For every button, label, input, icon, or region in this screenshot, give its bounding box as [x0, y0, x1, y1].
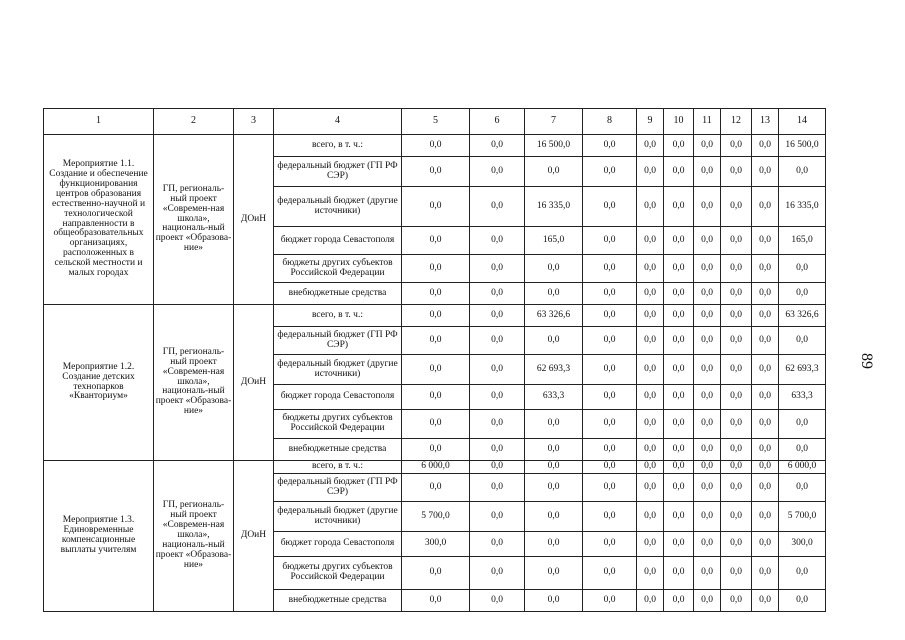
value-cell-col-9: 0,0 [637, 461, 664, 474]
funding-source-cell: внебюджетные средства [274, 283, 402, 305]
value-cell-col-11: 0,0 [694, 590, 721, 612]
responsible-cell: ДОиН [234, 305, 274, 461]
value-cell-col-7: 633,3 [525, 385, 583, 410]
value-cell-col-8: 0,0 [583, 227, 637, 255]
value-cell-col-12: 0,0 [721, 474, 752, 502]
value-cell-col-12: 0,0 [721, 532, 752, 557]
value-cell-col-11: 0,0 [694, 461, 721, 474]
value-cell-col-8: 0,0 [583, 439, 637, 461]
value-cell-col-11: 0,0 [694, 410, 721, 439]
value-cell-col-14: 0,0 [779, 439, 826, 461]
value-cell-col-13: 0,0 [752, 502, 779, 532]
value-cell-col-11: 0,0 [694, 283, 721, 305]
value-cell-col-11: 0,0 [694, 227, 721, 255]
column-header-4: 4 [274, 109, 402, 135]
value-cell-col-12: 0,0 [721, 590, 752, 612]
value-cell-col-14: 16 335,0 [779, 187, 826, 227]
value-cell-col-12: 0,0 [721, 135, 752, 157]
value-cell-col-10: 0,0 [664, 135, 694, 157]
value-cell-col-10: 0,0 [664, 327, 694, 355]
value-cell-col-14: 0,0 [779, 255, 826, 283]
value-cell-col-9: 0,0 [637, 557, 664, 590]
funding-source-cell: федеральный бюджет (ГП РФ СЭР) [274, 474, 402, 502]
page-number: 89 [858, 353, 875, 369]
value-cell-col-11: 0,0 [694, 385, 721, 410]
value-cell-col-7: 165,0 [525, 227, 583, 255]
value-cell-col-13: 0,0 [752, 557, 779, 590]
value-cell-col-9: 0,0 [637, 502, 664, 532]
value-cell-col-12: 0,0 [721, 385, 752, 410]
value-cell-col-8: 0,0 [583, 283, 637, 305]
value-cell-col-6: 0,0 [470, 327, 525, 355]
funding-source-cell: бюджет города Севастополя [274, 532, 402, 557]
value-cell-col-14: 0,0 [779, 283, 826, 305]
value-cell-col-6: 0,0 [470, 474, 525, 502]
value-cell-col-6: 0,0 [470, 502, 525, 532]
value-cell-col-8: 0,0 [583, 502, 637, 532]
funding-source-cell: бюджет города Севастополя [274, 227, 402, 255]
column-header-8: 8 [583, 109, 637, 135]
value-cell-col-7: 0,0 [525, 474, 583, 502]
value-cell-col-12: 0,0 [721, 461, 752, 474]
value-cell-col-5: 0,0 [402, 187, 470, 227]
funding-source-cell: бюджеты других субъектов Российской Федерации [274, 557, 402, 590]
value-cell-col-12: 0,0 [721, 283, 752, 305]
value-cell-col-7: 0,0 [525, 502, 583, 532]
value-cell-col-12: 0,0 [721, 305, 752, 327]
header-row [44, 109, 826, 135]
value-cell-col-7: 0,0 [525, 439, 583, 461]
value-cell-col-14: 0,0 [779, 474, 826, 502]
value-cell-col-12: 0,0 [721, 502, 752, 532]
column-header-7: 7 [525, 109, 583, 135]
value-cell-col-13: 0,0 [752, 439, 779, 461]
value-cell-col-7: 63 326,6 [525, 305, 583, 327]
value-cell-col-12: 0,0 [721, 227, 752, 255]
value-cell-col-14: 300,0 [779, 532, 826, 557]
value-cell-col-14: 0,0 [779, 557, 826, 590]
value-cell-col-7: 0,0 [525, 461, 583, 474]
table-row [44, 305, 826, 327]
value-cell-col-6: 0,0 [470, 283, 525, 305]
value-cell-col-5: 0,0 [402, 385, 470, 410]
value-cell-col-13: 0,0 [752, 355, 779, 385]
value-cell-col-5: 300,0 [402, 532, 470, 557]
value-cell-col-8: 0,0 [583, 305, 637, 327]
value-cell-col-14: 5 700,0 [779, 502, 826, 532]
value-cell-col-14: 62 693,3 [779, 355, 826, 385]
value-cell-col-9: 0,0 [637, 532, 664, 557]
value-cell-col-5: 0,0 [402, 355, 470, 385]
value-cell-col-9: 0,0 [637, 385, 664, 410]
column-header-10: 10 [664, 109, 694, 135]
value-cell-col-8: 0,0 [583, 410, 637, 439]
value-cell-col-6: 0,0 [470, 187, 525, 227]
funding-source-cell: федеральный бюджет (ГП РФ СЭР) [274, 157, 402, 187]
value-cell-col-11: 0,0 [694, 135, 721, 157]
value-cell-col-6: 0,0 [470, 135, 525, 157]
value-cell-col-10: 0,0 [664, 439, 694, 461]
funding-source-cell: федеральный бюджет (другие источники) [274, 187, 402, 227]
column-header-1: 1 [44, 109, 154, 135]
value-cell-col-9: 0,0 [637, 305, 664, 327]
value-cell-col-14: 633,3 [779, 385, 826, 410]
value-cell-col-12: 0,0 [721, 187, 752, 227]
value-cell-col-14: 63 326,6 [779, 305, 826, 327]
value-cell-col-5: 0,0 [402, 255, 470, 283]
activity-cell: Мероприятие 1.1. Создание и обеспечение функционирования центров образования естественно-научной и технологической направленности в общеобразовательных организациях, расположенных в сельской местности и малых городах [44, 135, 154, 305]
column-header-12: 12 [721, 109, 752, 135]
executor-cell: ГП, региональ-ный проект «Современ-ная школа», националь-ный проект «Образова-ние» [154, 135, 234, 305]
value-cell-col-10: 0,0 [664, 157, 694, 187]
value-cell-col-13: 0,0 [752, 590, 779, 612]
responsible-cell: ДОиН [234, 461, 274, 612]
activity-cell: Мероприятие 1.3. Единовременные компенсационные выплаты учителям [44, 461, 154, 612]
value-cell-col-11: 0,0 [694, 439, 721, 461]
value-cell-col-10: 0,0 [664, 355, 694, 385]
value-cell-col-10: 0,0 [664, 305, 694, 327]
value-cell-col-7: 0,0 [525, 557, 583, 590]
value-cell-col-11: 0,0 [694, 532, 721, 557]
value-cell-col-8: 0,0 [583, 385, 637, 410]
value-cell-col-10: 0,0 [664, 410, 694, 439]
value-cell-col-10: 0,0 [664, 227, 694, 255]
table-row [44, 461, 826, 474]
value-cell-col-6: 0,0 [470, 157, 525, 187]
value-cell-col-13: 0,0 [752, 305, 779, 327]
value-cell-col-10: 0,0 [664, 385, 694, 410]
value-cell-col-5: 0,0 [402, 327, 470, 355]
funding-source-cell: федеральный бюджет (ГП РФ СЭР) [274, 327, 402, 355]
value-cell-col-13: 0,0 [752, 410, 779, 439]
column-header-11: 11 [694, 109, 721, 135]
executor-cell: ГП, региональ-ный проект «Современ-ная школа», националь-ный проект «Образова-ние» [154, 461, 234, 612]
value-cell-col-8: 0,0 [583, 187, 637, 227]
value-cell-col-13: 0,0 [752, 461, 779, 474]
responsible-cell: ДОиН [234, 135, 274, 305]
value-cell-col-13: 0,0 [752, 135, 779, 157]
table-row [44, 135, 826, 157]
value-cell-col-11: 0,0 [694, 355, 721, 385]
value-cell-col-10: 0,0 [664, 474, 694, 502]
value-cell-col-6: 0,0 [470, 355, 525, 385]
funding-source-cell: внебюджетные средства [274, 590, 402, 612]
value-cell-col-11: 0,0 [694, 502, 721, 532]
value-cell-col-12: 0,0 [721, 439, 752, 461]
value-cell-col-7: 0,0 [525, 590, 583, 612]
value-cell-col-6: 0,0 [470, 439, 525, 461]
value-cell-col-11: 0,0 [694, 474, 721, 502]
value-cell-col-5: 0,0 [402, 135, 470, 157]
value-cell-col-6: 0,0 [470, 385, 525, 410]
value-cell-col-6: 0,0 [470, 557, 525, 590]
value-cell-col-9: 0,0 [637, 355, 664, 385]
value-cell-col-13: 0,0 [752, 187, 779, 227]
column-header-9: 9 [637, 109, 664, 135]
value-cell-col-7: 0,0 [525, 327, 583, 355]
value-cell-col-8: 0,0 [583, 461, 637, 474]
value-cell-col-10: 0,0 [664, 255, 694, 283]
value-cell-col-10: 0,0 [664, 590, 694, 612]
value-cell-col-7: 62 693,3 [525, 355, 583, 385]
value-cell-col-8: 0,0 [583, 135, 637, 157]
value-cell-col-5: 0,0 [402, 283, 470, 305]
value-cell-col-9: 0,0 [637, 157, 664, 187]
funding-source-cell: федеральный бюджет (другие источники) [274, 355, 402, 385]
value-cell-col-13: 0,0 [752, 532, 779, 557]
value-cell-col-5: 0,0 [402, 410, 470, 439]
value-cell-col-6: 0,0 [470, 255, 525, 283]
value-cell-col-10: 0,0 [664, 557, 694, 590]
value-cell-col-7: 0,0 [525, 283, 583, 305]
value-cell-col-5: 0,0 [402, 439, 470, 461]
value-cell-col-12: 0,0 [721, 157, 752, 187]
value-cell-col-9: 0,0 [637, 187, 664, 227]
value-cell-col-9: 0,0 [637, 439, 664, 461]
funding-source-cell: внебюджетные средства [274, 439, 402, 461]
value-cell-col-10: 0,0 [664, 283, 694, 305]
funding-source-cell: бюджеты других субъектов Российской Федерации [274, 410, 402, 439]
value-cell-col-5: 5 700,0 [402, 502, 470, 532]
value-cell-col-6: 0,0 [470, 410, 525, 439]
funding-source-cell: всего, в т. ч.: [274, 305, 402, 327]
value-cell-col-14: 0,0 [779, 410, 826, 439]
value-cell-col-8: 0,0 [583, 532, 637, 557]
value-cell-col-12: 0,0 [721, 557, 752, 590]
column-header-3: 3 [234, 109, 274, 135]
column-header-14: 14 [779, 109, 826, 135]
value-cell-col-8: 0,0 [583, 157, 637, 187]
value-cell-col-14: 0,0 [779, 590, 826, 612]
value-cell-col-14: 0,0 [779, 157, 826, 187]
value-cell-col-7: 0,0 [525, 532, 583, 557]
value-cell-col-9: 0,0 [637, 283, 664, 305]
funding-source-cell: всего, в т. ч.: [274, 135, 402, 157]
value-cell-col-5: 0,0 [402, 557, 470, 590]
value-cell-col-7: 16 335,0 [525, 187, 583, 227]
value-cell-col-6: 0,0 [470, 305, 525, 327]
value-cell-col-7: 0,0 [525, 157, 583, 187]
value-cell-col-5: 6 000,0 [402, 461, 470, 474]
funding-source-cell: бюджеты других субъектов Российской Федерации [274, 255, 402, 283]
executor-cell: ГП, региональ-ный проект «Современ-ная школа», националь-ный проект «Образова-ние» [154, 305, 234, 461]
budget-table [43, 108, 826, 612]
value-cell-col-13: 0,0 [752, 227, 779, 255]
value-cell-col-10: 0,0 [664, 502, 694, 532]
value-cell-col-8: 0,0 [583, 355, 637, 385]
value-cell-col-7: 16 500,0 [525, 135, 583, 157]
column-header-2: 2 [154, 109, 234, 135]
value-cell-col-7: 0,0 [525, 410, 583, 439]
value-cell-col-5: 0,0 [402, 227, 470, 255]
value-cell-col-5: 0,0 [402, 590, 470, 612]
value-cell-col-14: 165,0 [779, 227, 826, 255]
value-cell-col-13: 0,0 [752, 385, 779, 410]
value-cell-col-12: 0,0 [721, 255, 752, 283]
activity-cell: Мероприятие 1.2. Создание детских технопарков «Кванториум» [44, 305, 154, 461]
value-cell-col-9: 0,0 [637, 327, 664, 355]
value-cell-col-14: 0,0 [779, 327, 826, 355]
value-cell-col-13: 0,0 [752, 255, 779, 283]
value-cell-col-11: 0,0 [694, 557, 721, 590]
value-cell-col-8: 0,0 [583, 474, 637, 502]
value-cell-col-10: 0,0 [664, 461, 694, 474]
value-cell-col-10: 0,0 [664, 532, 694, 557]
value-cell-col-10: 0,0 [664, 187, 694, 227]
value-cell-col-5: 0,0 [402, 474, 470, 502]
value-cell-col-12: 0,0 [721, 327, 752, 355]
value-cell-col-9: 0,0 [637, 474, 664, 502]
column-header-13: 13 [752, 109, 779, 135]
value-cell-col-11: 0,0 [694, 187, 721, 227]
value-cell-col-6: 0,0 [470, 461, 525, 474]
value-cell-col-11: 0,0 [694, 327, 721, 355]
value-cell-col-13: 0,0 [752, 327, 779, 355]
value-cell-col-12: 0,0 [721, 410, 752, 439]
column-header-6: 6 [470, 109, 525, 135]
value-cell-col-13: 0,0 [752, 474, 779, 502]
column-header-5: 5 [402, 109, 470, 135]
value-cell-col-8: 0,0 [583, 327, 637, 355]
value-cell-col-9: 0,0 [637, 590, 664, 612]
value-cell-col-11: 0,0 [694, 305, 721, 327]
value-cell-col-11: 0,0 [694, 255, 721, 283]
value-cell-col-6: 0,0 [470, 227, 525, 255]
value-cell-col-14: 6 000,0 [779, 461, 826, 474]
value-cell-col-6: 0,0 [470, 590, 525, 612]
funding-source-cell: федеральный бюджет (другие источники) [274, 502, 402, 532]
value-cell-col-8: 0,0 [583, 590, 637, 612]
value-cell-col-9: 0,0 [637, 410, 664, 439]
value-cell-col-11: 0,0 [694, 157, 721, 187]
value-cell-col-9: 0,0 [637, 227, 664, 255]
value-cell-col-5: 0,0 [402, 157, 470, 187]
value-cell-col-9: 0,0 [637, 135, 664, 157]
value-cell-col-6: 0,0 [470, 532, 525, 557]
value-cell-col-9: 0,0 [637, 255, 664, 283]
value-cell-col-8: 0,0 [583, 557, 637, 590]
value-cell-col-12: 0,0 [721, 355, 752, 385]
value-cell-col-14: 16 500,0 [779, 135, 826, 157]
value-cell-col-8: 0,0 [583, 255, 637, 283]
value-cell-col-13: 0,0 [752, 283, 779, 305]
value-cell-col-7: 0,0 [525, 255, 583, 283]
value-cell-col-13: 0,0 [752, 157, 779, 187]
funding-source-cell: бюджет города Севастополя [274, 385, 402, 410]
value-cell-col-5: 0,0 [402, 305, 470, 327]
funding-source-cell: всего, в т. ч.: [274, 461, 402, 474]
